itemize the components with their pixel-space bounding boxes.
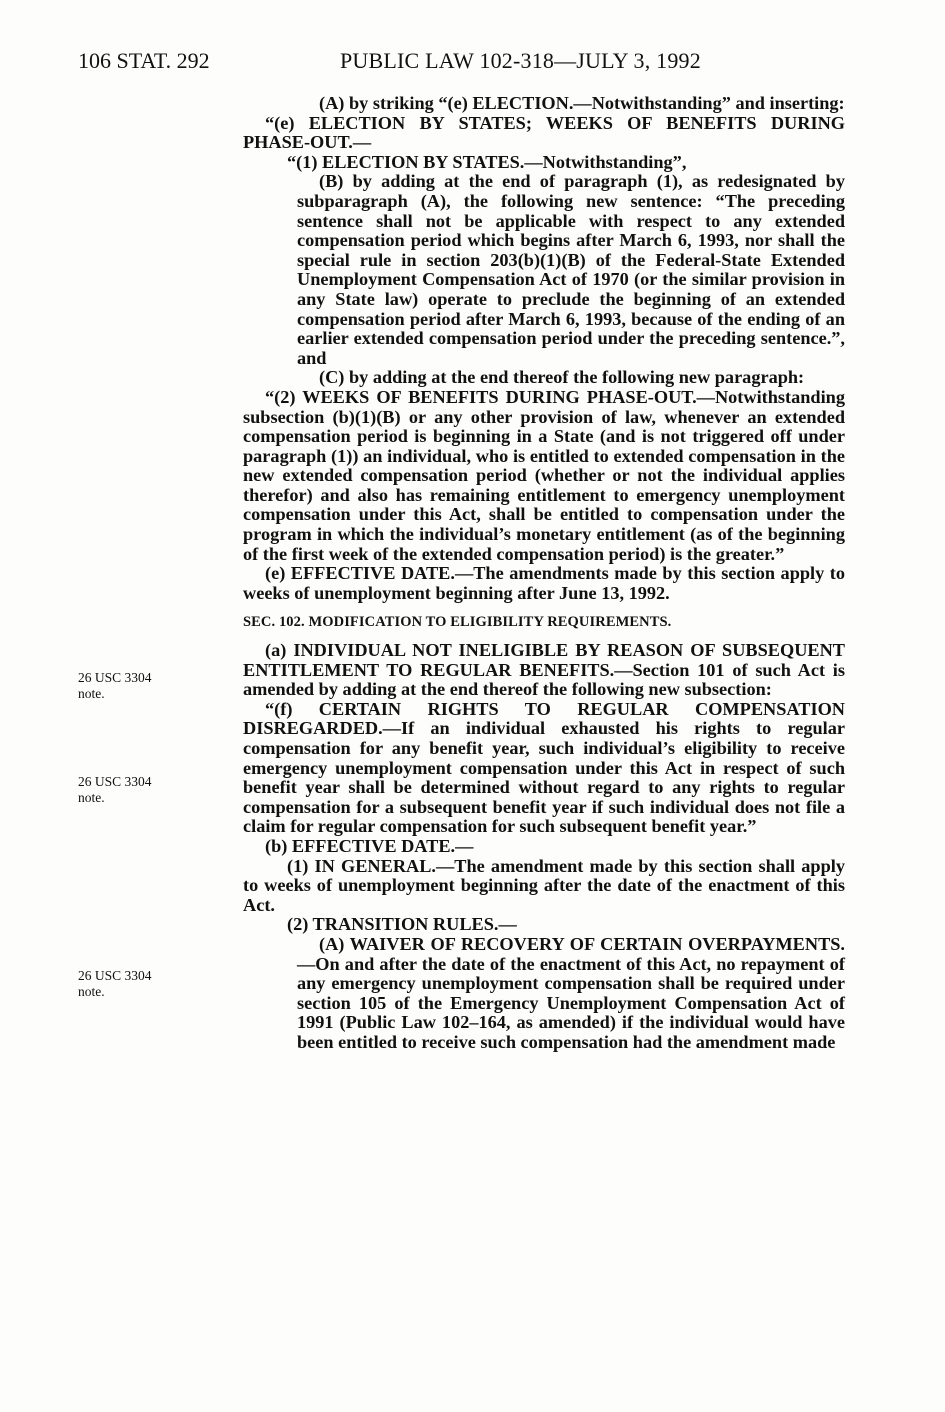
margin-note-citation: 26 USC 3304 — [78, 670, 152, 685]
page-header — [78, 48, 868, 80]
section-102-heading: SEC. 102. MODIFICATION TO ELIGIBILITY REQUIREMENTS. — [243, 614, 672, 631]
amendment-c: (C) by adding at the end thereof the following new paragraph: — [319, 367, 805, 388]
margin-note-label: note. — [78, 686, 105, 701]
subsection-b-effective-date: (b) EFFECTIVE DATE.— — [265, 835, 474, 856]
paragraph-1-in-general: (1) IN GENERAL.—The amendment made by this section shall apply to weeks of unemployment beginning after the date of the enactment of this Act. — [243, 855, 845, 915]
effective-date-e: (e) EFFECTIVE DATE.—The amendments made by this section apply to weeks of unemployment beginning after June 13, 1992. — [243, 563, 845, 603]
subsection-f-certain-rights: “(f) CERTAIN RIGHTS TO REGULAR COMPENSATION DISREGARDED.—If an individual exhausted his rights to regular compensation for any benefit year, such individual’s eligibility to receive emergency unemployment compensation under this Act in respect of such benefit year shall be determined without regard to any rights to regular compensation for a subsequent benefit year if such individual does not file a claim for regular compensation for such subsequent benefit year.” — [243, 698, 845, 837]
margin-note-citation: 26 USC 3304 — [78, 968, 152, 983]
subsection-a-individual-not-ineligible: (a) INDIVIDUAL NOT INELIGIBLE BY REASON OF SUBSEQUENT ENTITLEMENT TO REGULAR BENEFITS.—Section 101 of such Act is amended by adding at the end thereof the following new subsection: — [243, 640, 845, 700]
margin-note-label: note. — [78, 984, 105, 999]
margin-note-usc-1 — [78, 670, 152, 702]
amendment-b: (B) by adding at the end of paragraph (1), as redesignated by subparagraph (A), the following new sentence: “The preceding sentence shall not be applicable with respect to any extended compensation period which begins after March 6, 1993, nor shall the special rule in section 203(b)(1)(B) of the Federal-State Extended Unemployment Compensation Act of 1970 (or the similar provision in any State law) operate to preclude the beginning of an extended compensation period after March 6, 1993, because of the ending of an earlier extended compensation period under the preceding sentence.”, and — [297, 171, 845, 368]
subparagraph-a-waiver-of-recovery: (A) WAIVER OF RECOVERY OF CERTAIN OVERPAYMENTS.—On and after the date of the enactment of this Act, no repayment of any emergency unemployment compensation shall be required under section 105 of the Emergency Unemployment Compensation Act of 1991 (Public Law 102–164, as amended) if the individual would have been entitled to receive such compensation had the amendment made — [297, 933, 845, 1052]
paragraph-2-weeks-of-benefits: “(2) WEEKS OF BENEFITS DURING PHASE-OUT.—Notwithstanding subsection (b)(1)(B) or any other provision of law, whenever an extended compensation period is beginning in a State (and is not triggered off under paragraph (1)) an individual, who is entitled to extended compensation in the new extended compensation period (whether or not the individual applies therefor) and also has remaining entitlement to emergency unemployment compensation under this Act, shall be entitled to compensation under the program in which the individual’s monetary entitlement (as of the beginning of the first week of the extended compensation period) is the greater.” — [243, 386, 845, 564]
margin-note-label: note. — [78, 790, 105, 805]
margin-note-usc-2 — [78, 774, 152, 806]
margin-note-citation: 26 USC 3304 — [78, 774, 152, 789]
paragraph-1-heading: “(1) ELECTION BY STATES.—Notwithstanding”, — [287, 151, 687, 172]
amendment-a: (A) by striking “(e) ELECTION.—Notwithstanding” and inserting: — [319, 93, 845, 113]
margin-note-usc-3 — [78, 968, 152, 1000]
subsection-e-heading: “(e) ELECTION BY STATES; WEEKS OF BENEFITS DURING PHASE-OUT.— — [243, 112, 845, 153]
paragraph-2-transition-rules: (2) TRANSITION RULES.— — [287, 914, 517, 935]
document-body — [243, 94, 845, 1053]
stat-page-number: 106 STAT. 292 — [78, 48, 210, 73]
running-title: PUBLIC LAW 102-318—JULY 3, 1992 — [340, 48, 701, 73]
